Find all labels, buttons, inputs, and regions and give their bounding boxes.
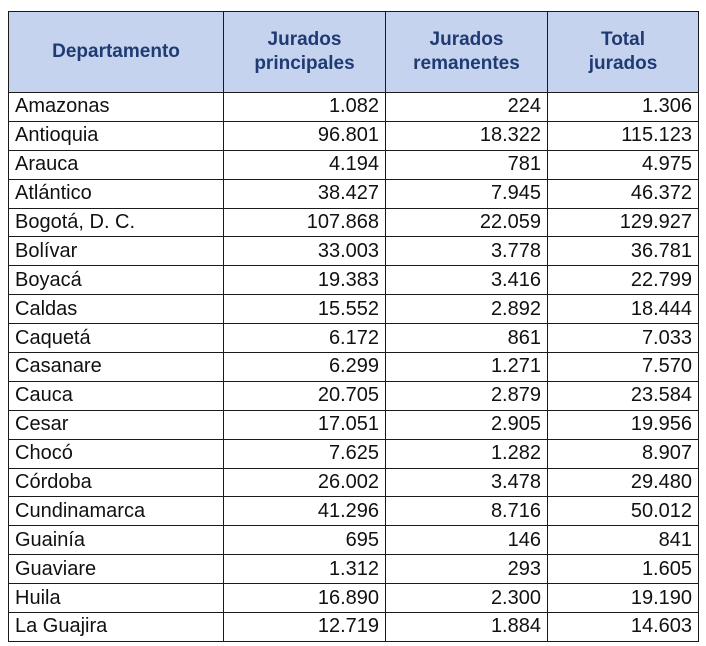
table-row — [9, 468, 699, 497]
cell-total-jurados: 19.956 — [548, 410, 699, 439]
cell-jurados-principales: 107.868 — [224, 208, 386, 237]
cell-departamento: Bogotá, D. C. — [9, 208, 224, 237]
cell-total-jurados: 4.975 — [548, 150, 699, 179]
cell-total-jurados: 129.927 — [548, 208, 699, 237]
cell-jurados-principales: 17.051 — [224, 410, 386, 439]
table-row — [9, 208, 699, 237]
cell-total-jurados: 115.123 — [548, 121, 699, 150]
cell-jurados-principales: 16.890 — [224, 584, 386, 613]
cell-jurados-principales: 19.383 — [224, 266, 386, 295]
header-departamento — [9, 12, 224, 93]
cell-jurados-remanentes: 22.059 — [386, 208, 548, 237]
header-text-line: principales — [254, 53, 355, 74]
cell-jurados-remanentes: 146 — [386, 526, 548, 555]
cell-jurados-remanentes: 3.778 — [386, 237, 548, 266]
cell-jurados-remanentes: 781 — [386, 150, 548, 179]
cell-departamento: Córdoba — [9, 468, 224, 497]
cell-jurados-principales: 96.801 — [224, 121, 386, 150]
cell-jurados-principales: 12.719 — [224, 613, 386, 642]
cell-departamento: Amazonas — [9, 93, 224, 122]
table-row — [9, 410, 699, 439]
cell-jurados-principales: 26.002 — [224, 468, 386, 497]
cell-departamento: Antioquia — [9, 121, 224, 150]
cell-jurados-principales: 4.194 — [224, 150, 386, 179]
cell-total-jurados: 50.012 — [548, 497, 699, 526]
cell-jurados-principales: 695 — [224, 526, 386, 555]
table-row — [9, 324, 699, 353]
cell-total-jurados: 841 — [548, 526, 699, 555]
table-row — [9, 179, 699, 208]
table-header-row — [9, 12, 699, 93]
cell-jurados-remanentes: 2.905 — [386, 410, 548, 439]
cell-jurados-remanentes: 1.884 — [386, 613, 548, 642]
table-row — [9, 555, 699, 584]
cell-total-jurados: 7.033 — [548, 324, 699, 353]
table-row — [9, 353, 699, 382]
cell-jurados-remanentes: 293 — [386, 555, 548, 584]
cell-departamento: Caldas — [9, 295, 224, 324]
table-body — [9, 93, 699, 642]
table-row — [9, 93, 699, 122]
cell-departamento: Huila — [9, 584, 224, 613]
header-text-line: Jurados — [429, 29, 504, 50]
cell-jurados-principales: 6.172 — [224, 324, 386, 353]
table-row — [9, 295, 699, 324]
cell-jurados-remanentes: 861 — [386, 324, 548, 353]
header-text-line: Total — [601, 29, 645, 50]
cell-jurados-remanentes: 1.271 — [386, 353, 548, 382]
cell-total-jurados: 1.605 — [548, 555, 699, 584]
cell-jurados-remanentes: 7.945 — [386, 179, 548, 208]
cell-jurados-principales: 1.082 — [224, 93, 386, 122]
cell-jurados-principales: 6.299 — [224, 353, 386, 382]
cell-jurados-principales: 33.003 — [224, 237, 386, 266]
cell-jurados-remanentes: 2.300 — [386, 584, 548, 613]
cell-total-jurados: 14.603 — [548, 613, 699, 642]
cell-jurados-remanentes: 3.416 — [386, 266, 548, 295]
cell-jurados-remanentes: 3.478 — [386, 468, 548, 497]
cell-jurados-remanentes: 224 — [386, 93, 548, 122]
cell-jurados-remanentes: 1.282 — [386, 439, 548, 468]
cell-jurados-principales: 1.312 — [224, 555, 386, 584]
cell-departamento: Chocó — [9, 439, 224, 468]
cell-jurados-remanentes: 18.322 — [386, 121, 548, 150]
cell-jurados-principales: 7.625 — [224, 439, 386, 468]
cell-jurados-principales: 20.705 — [224, 381, 386, 410]
cell-total-jurados: 36.781 — [548, 237, 699, 266]
cell-total-jurados: 1.306 — [548, 93, 699, 122]
cell-jurados-remanentes: 8.716 — [386, 497, 548, 526]
header-text-line: Jurados — [267, 29, 342, 50]
cell-total-jurados: 18.444 — [548, 295, 699, 324]
header-total-jurados — [548, 12, 699, 93]
jurados-table — [8, 11, 699, 642]
cell-total-jurados: 46.372 — [548, 179, 699, 208]
table-row — [9, 584, 699, 613]
cell-jurados-principales: 41.296 — [224, 497, 386, 526]
cell-total-jurados: 22.799 — [548, 266, 699, 295]
cell-departamento: Atlántico — [9, 179, 224, 208]
cell-departamento: Casanare — [9, 353, 224, 382]
cell-jurados-principales: 38.427 — [224, 179, 386, 208]
table-row — [9, 237, 699, 266]
header-jurados-remanentes — [386, 12, 548, 93]
jurados-table-container — [8, 11, 699, 642]
cell-departamento: Cauca — [9, 381, 224, 410]
header-text-line: remanentes — [413, 53, 520, 74]
cell-departamento: Boyacá — [9, 266, 224, 295]
header-jurados-principales — [224, 12, 386, 93]
cell-jurados-remanentes: 2.879 — [386, 381, 548, 410]
cell-total-jurados: 19.190 — [548, 584, 699, 613]
cell-departamento: Arauca — [9, 150, 224, 179]
table-row — [9, 526, 699, 555]
header-text-line: Departamento — [52, 41, 180, 62]
cell-total-jurados: 7.570 — [548, 353, 699, 382]
table-row — [9, 266, 699, 295]
cell-departamento: Bolívar — [9, 237, 224, 266]
table-row — [9, 121, 699, 150]
cell-departamento: Caquetá — [9, 324, 224, 353]
cell-departamento: Cundinamarca — [9, 497, 224, 526]
header-text-line: jurados — [588, 53, 658, 74]
table-row — [9, 150, 699, 179]
cell-departamento: La Guajira — [9, 613, 224, 642]
cell-total-jurados: 8.907 — [548, 439, 699, 468]
cell-departamento: Guainía — [9, 526, 224, 555]
table-row — [9, 381, 699, 410]
cell-total-jurados: 23.584 — [548, 381, 699, 410]
cell-departamento: Cesar — [9, 410, 224, 439]
cell-jurados-remanentes: 2.892 — [386, 295, 548, 324]
table-row — [9, 613, 699, 642]
cell-total-jurados: 29.480 — [548, 468, 699, 497]
cell-departamento: Guaviare — [9, 555, 224, 584]
table-row — [9, 439, 699, 468]
cell-jurados-principales: 15.552 — [224, 295, 386, 324]
table-row — [9, 497, 699, 526]
